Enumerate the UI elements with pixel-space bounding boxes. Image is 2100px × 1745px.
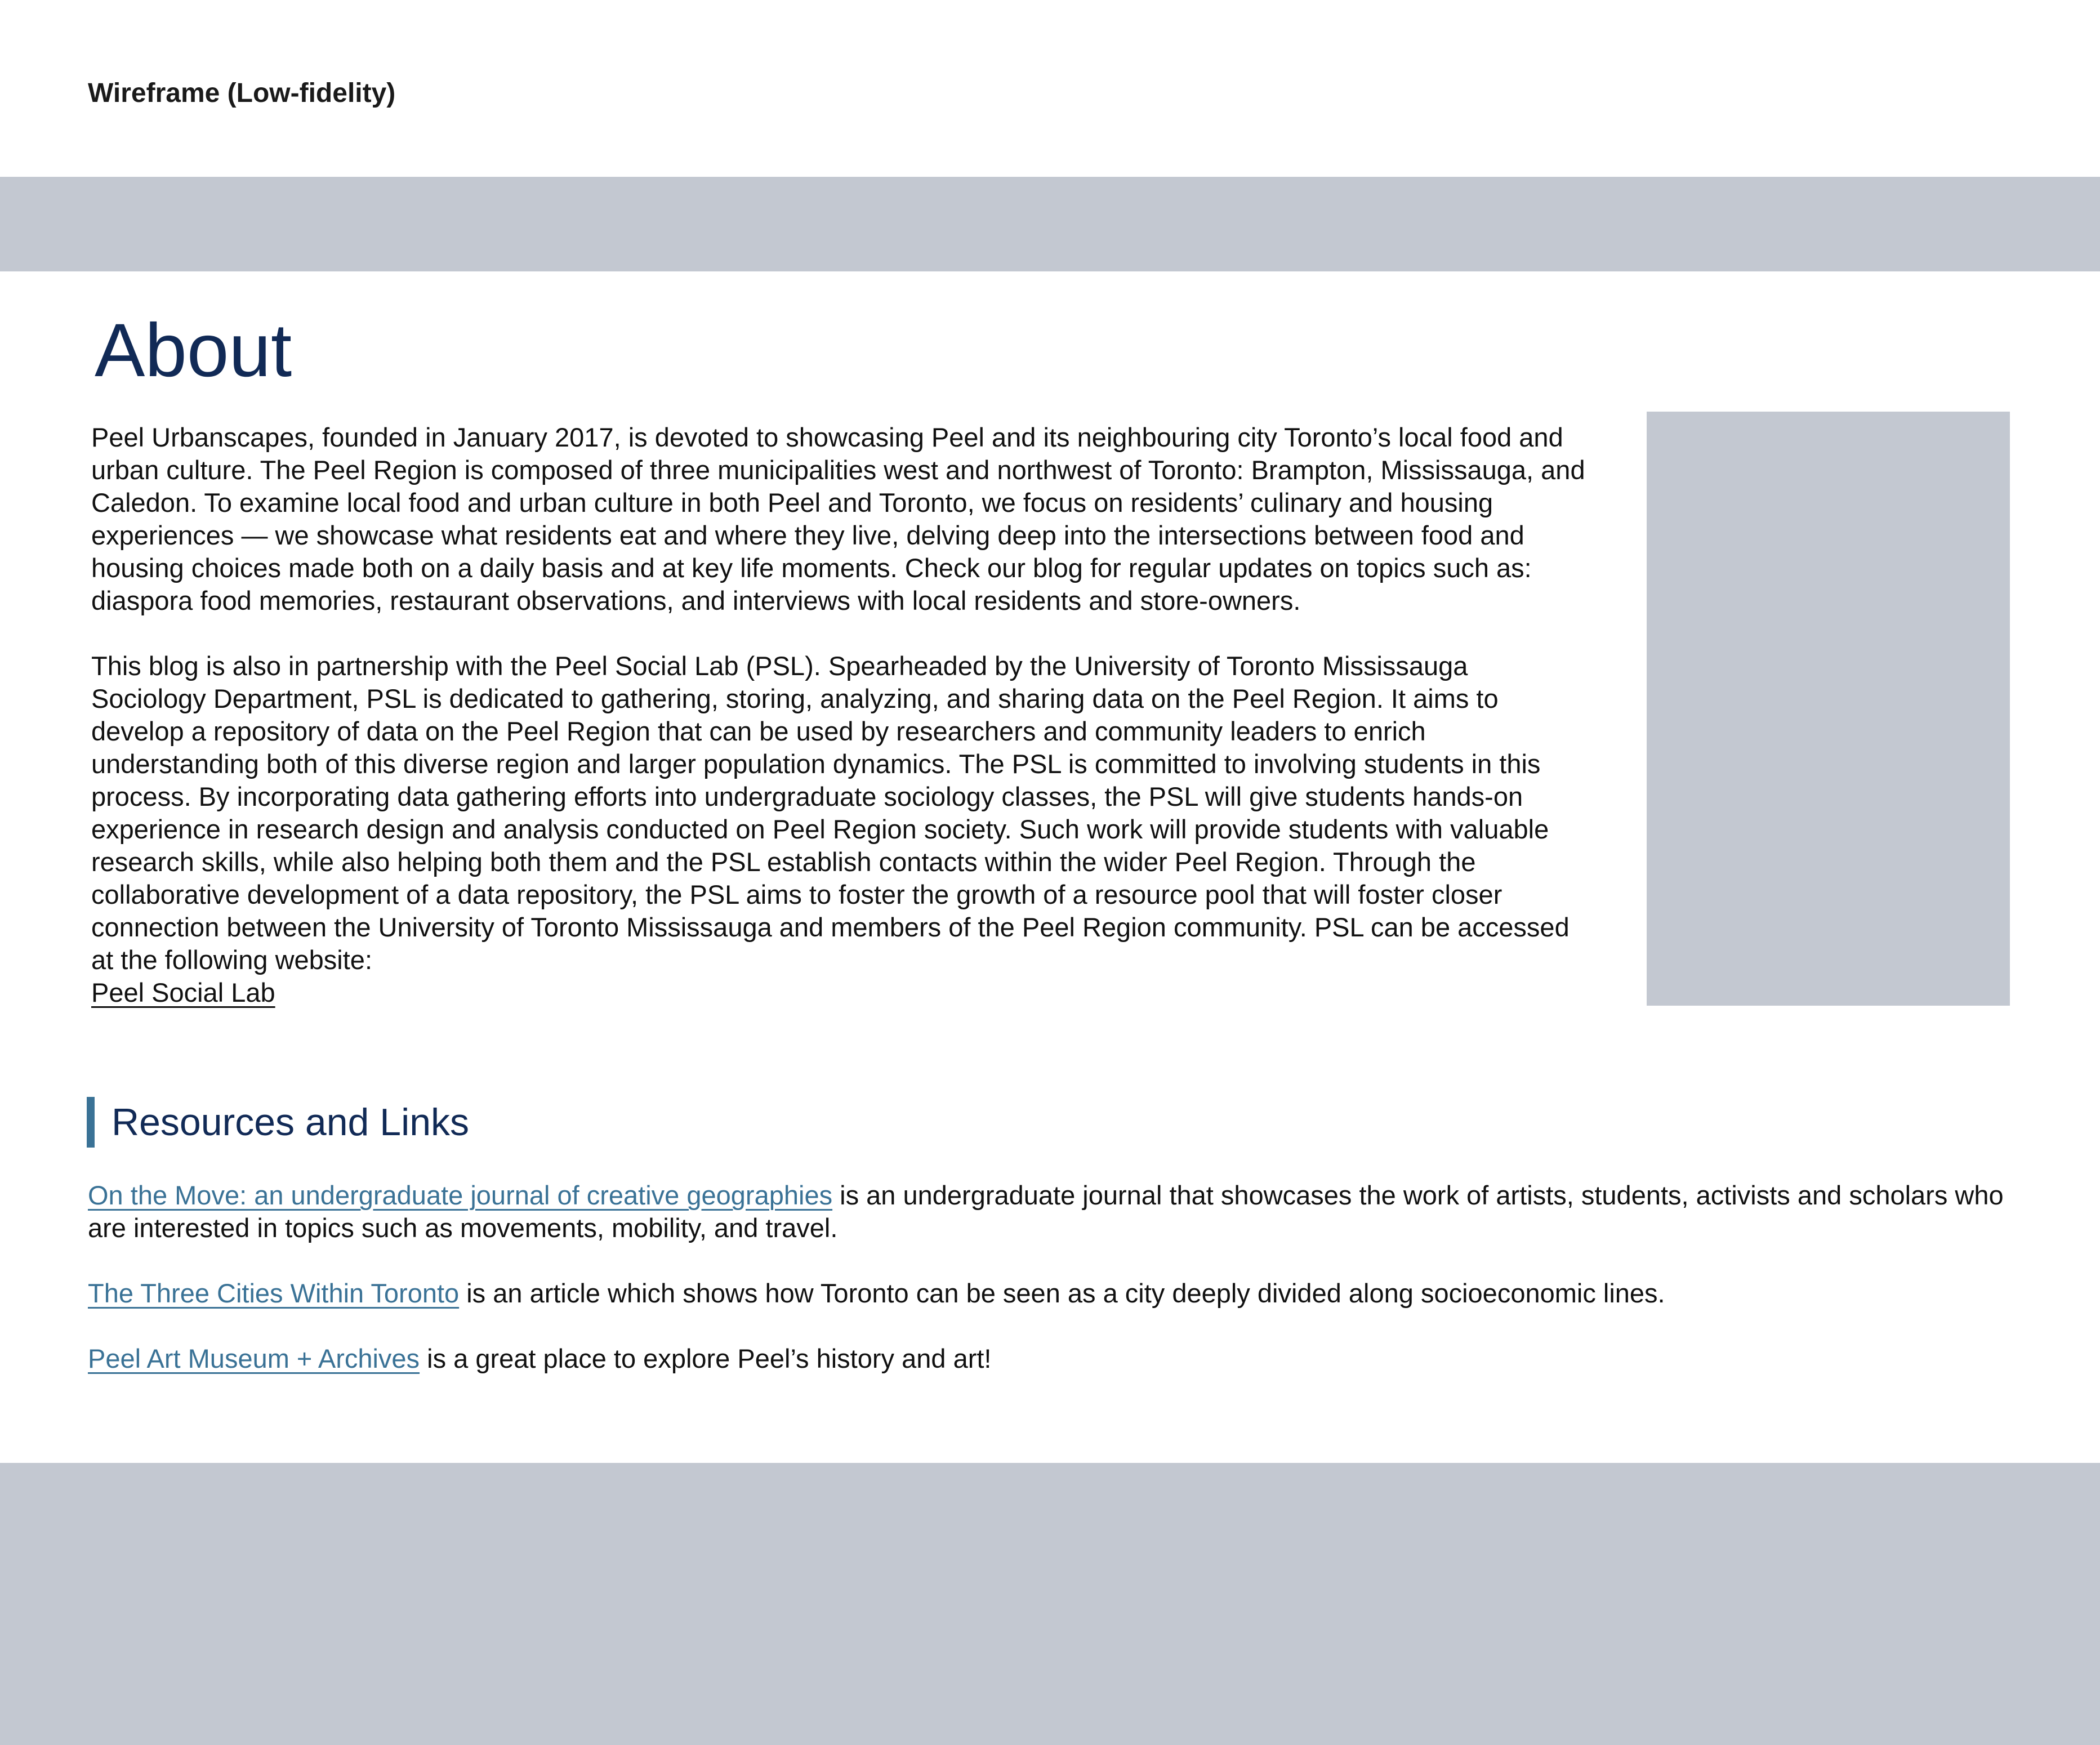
peel-art-museum-link[interactable]: Peel Art Museum + Archives — [88, 1344, 420, 1373]
resource-description: is an undergraduate journal that showcases the work of artists, students, activists and scholars who are interested in topics such as movements, mobility, and travel. — [88, 1180, 2004, 1243]
peel-social-lab-link[interactable]: Peel Social Lab — [91, 978, 275, 1007]
resource-item — [88, 1342, 2014, 1375]
three-cities-link[interactable]: The Three Cities Within Toronto — [88, 1278, 460, 1308]
header-placeholder — [0, 177, 2100, 271]
about-paragraph-2 — [91, 650, 1589, 1009]
about-paragraph-2-text: This blog is also in partnership with the Peel Social Lab (PSL). Spearheaded by the University of Toronto Mississauga Sociology Department, PSL is dedicated to gathering, storing, analyzing, and sharing data on the Peel Region. It aims to develop a repository of data on the Peel Region that can be used by researchers and community leaders to enrich understanding both of this diverse region and larger population dynamics. The PSL is committed to involving students in this process. By incorporating data gathering efforts into undergraduate sociology classes, the PSL will give students hands-on experience in research design and analysis conducted on Peel Region society. Such work will provide students with valuable research skills, while also helping both them and the PSL establish contacts within the wider Peel Region. Through the collaborative development of a data repository, the PSL aims to foster the growth of a resource pool that will foster closer connection between the University of Toronto Mississauga and members of the Peel Region community. PSL can be accessed at the following website: — [91, 651, 1570, 975]
resource-description: is an article which shows how Toronto can be seen as a city deeply divided along socioeconomic lines. — [459, 1278, 1665, 1308]
about-paragraph-1: Peel Urbanscapes, founded in January 2017, is devoted to showcasing Peel and its neighbouring city Toronto’s local food and urban culture. The Peel Region is composed of three municipalities west and northwest of Toronto: Brampton, Mississauga, and Caledon. To examine local food and urban culture in both Peel and Toronto, we focus on residents’ culinary and housing experiences — we showcase what residents eat and where they live, delving deep into the intersections between food and housing choices made both on a daily basis and at key life moments. Check our blog for regular updates on topics such as: diaspora food memories, restaurant observations, and interviews with local residents and store-owners. — [91, 422, 1585, 615]
resources-heading: Resources and Links — [87, 1097, 469, 1148]
image-placeholder — [1647, 412, 2010, 1006]
resource-description: is a great place to explore Peel’s history and art! — [420, 1344, 992, 1373]
wireframe-label: Wireframe (Low-fidelity) — [88, 78, 396, 108]
about-body — [91, 421, 1589, 1009]
resources-list — [88, 1179, 2014, 1408]
resource-item — [88, 1277, 2014, 1310]
on-the-move-link[interactable]: On the Move: an undergraduate journal of creative geographies — [88, 1180, 833, 1210]
resource-item — [88, 1179, 2014, 1244]
footer-placeholder — [0, 1463, 2100, 1745]
page-title: About — [95, 309, 292, 392]
